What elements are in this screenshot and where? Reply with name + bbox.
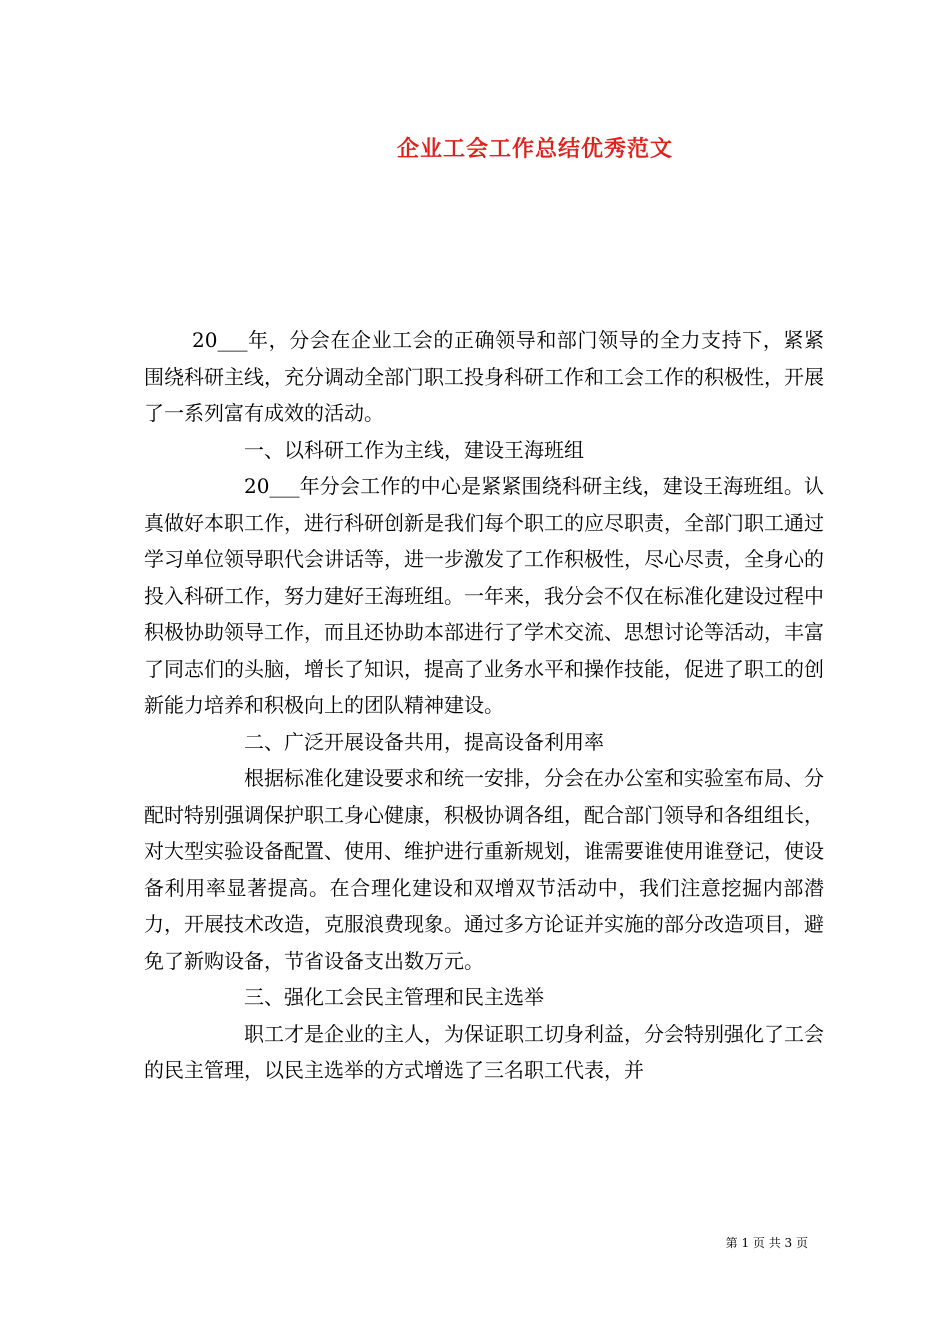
paragraph-intro: 20___年，分会在企业工会的正确领导和部门领导的全力支持下，紧紧围绕科研主线，充分调动全部门职工投身科研工作和工会工作的积极性，开展了一系列富有成效的活动。 [144, 328, 824, 425]
section-heading-2: 二、广泛开展设备共用，提高设备利用率 [244, 729, 604, 754]
paragraph-section-2: 根据标准化建设要求和统一安排，分会在办公室和实验室布局、分配时特别强调保护职工身心健康，积极协调各组，配合部门领导和各组组长，对大型实验设备配置、使用、维护进行重新规划，谁需要谁使用谁登记，使设备利用率显著提高。在合理化建设和双增双节活动中，我们注意挖掘内部潜力，开展技术改造，克服浪费现象。通过多方论证并实施的部分改造项目，避免了新购设备，节省设备支出数万元。 [144, 766, 824, 973]
section-heading-1: 一、以科研工作为主线，建设王海班组 [244, 437, 584, 462]
section-heading-3: 三、强化工会民主管理和民主选举 [244, 985, 544, 1009]
paragraph-section-1: 20___年分会工作的中心是紧紧围绕科研主线，建设王海班组。认真做好本职工作，进行科研创新是我们每个职工的应尽职责，全部门职工通过学习单位领导职代会讲话等，进一步激发了工作积极性，尽心尽责，全身心的投入科研工作，努力建好王海班组。一年来，我分会不仅在标准化建设过程中积极协助领导工作，而且还协助本部进行了学术交流、思想讨论等活动，丰富了同志们的头脑，增长了知识，提高了业务水平和操作技能，促进了职工的创新能力培养和积极向上的团队精神建设。 [144, 474, 824, 717]
document-title: 企业工会工作总结优秀范文 [396, 136, 673, 162]
paragraph-section-3: 职工才是企业的主人，为保证职工切身利益，分会特别强化了工会的民主管理，以民主选举的方式增选了三名职工代表，并 [144, 1021, 824, 1082]
page-number-footer: 第 1 页 共 3 页 [725, 1236, 808, 1250]
document-body [144, 322, 824, 1089]
